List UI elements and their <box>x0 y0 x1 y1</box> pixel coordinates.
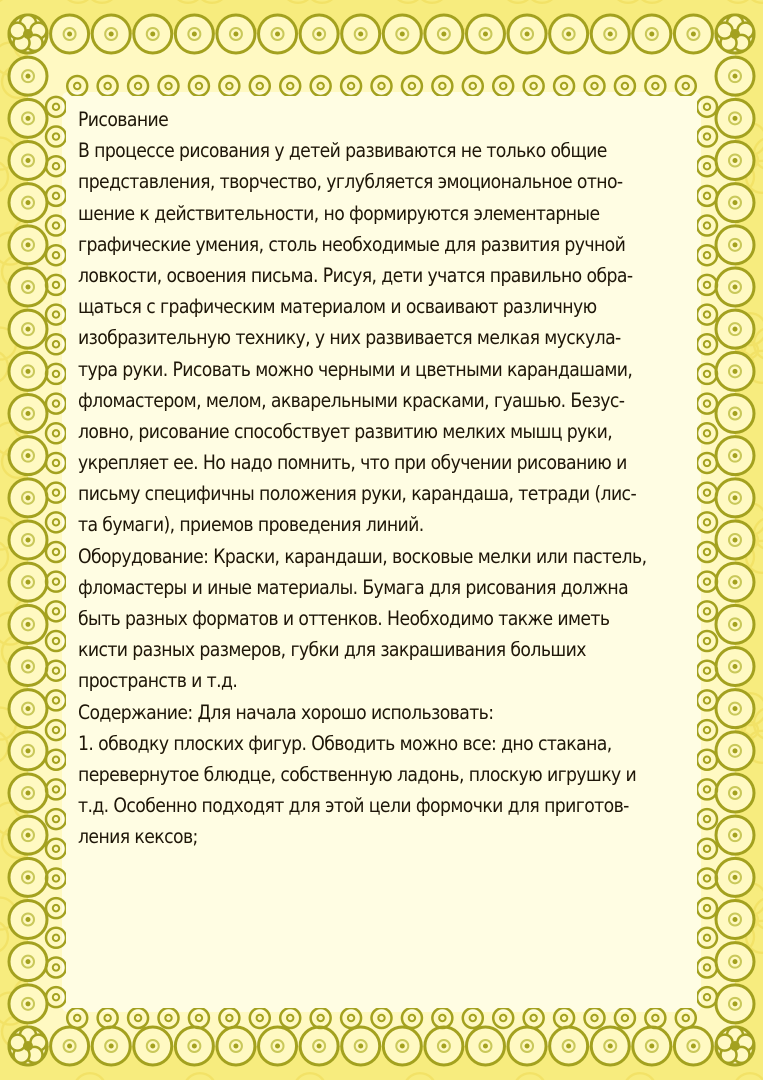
text-line: ления кексов; <box>78 825 198 849</box>
text-line: кисти разных размеров, губки для закрашивания больших <box>78 638 586 662</box>
document-title: Рисование <box>78 108 169 131</box>
text-line: представления, творчество, углубляется эмоциональное отно- <box>78 170 623 194</box>
text-line: Содержание: Для начала хорошо использовать: <box>78 700 494 724</box>
text-line: 1. обводку плоских фигур. Обводить можно все: дно стакана, <box>78 731 612 755</box>
text-line: та бумаги), приемов проведения линий. <box>78 513 424 537</box>
text-line: т.д. Особенно подходят для этой цели формочки для приготов- <box>78 794 629 818</box>
text-line: Оборудование: Краски, карандаши, восковые мелки или пастель, <box>78 544 647 568</box>
text-line: фломастеры и иные материалы. Бумага для рисования должна <box>78 575 629 599</box>
text-line: графические умения, столь необходимые для развития ручной <box>78 232 626 256</box>
text-line: перевернутое блюдце, собственную ладонь, плоскую игрушку и <box>78 762 637 786</box>
text-content <box>78 104 690 994</box>
text-line: шение к действительности, но формируются элементарные <box>78 201 600 225</box>
text-line: щаться с графическим материалом и осваивают различную <box>78 295 597 319</box>
text-line: ловкости, освоения письма. Рисуя, дети учатся правильно обра- <box>78 263 633 287</box>
text-line: фломастером, мелом, акварельными красками, гуашью. Безус- <box>78 388 625 412</box>
text-line: быть разных форматов и оттенков. Необходимо также иметь <box>78 607 610 630</box>
text-line: тура руки. Рисовать можно черными и цветными карандашами, <box>78 357 633 381</box>
text-line: изобразительную технику, у них развивается мелкая мускула- <box>78 326 621 350</box>
text-line: укрепляет ее. Но надо помнить, что при обучении рисованию и <box>78 451 627 475</box>
text-line: письму специфичны положения руки, карандаша, тетради (лис- <box>78 482 637 506</box>
text-line: ловно, рисование способствует развитию мелких мышц руки, <box>78 419 613 443</box>
text-line: пространств и т.д. <box>78 669 238 693</box>
text-line: В процессе рисования у детей развиваются не только общие <box>78 139 607 163</box>
